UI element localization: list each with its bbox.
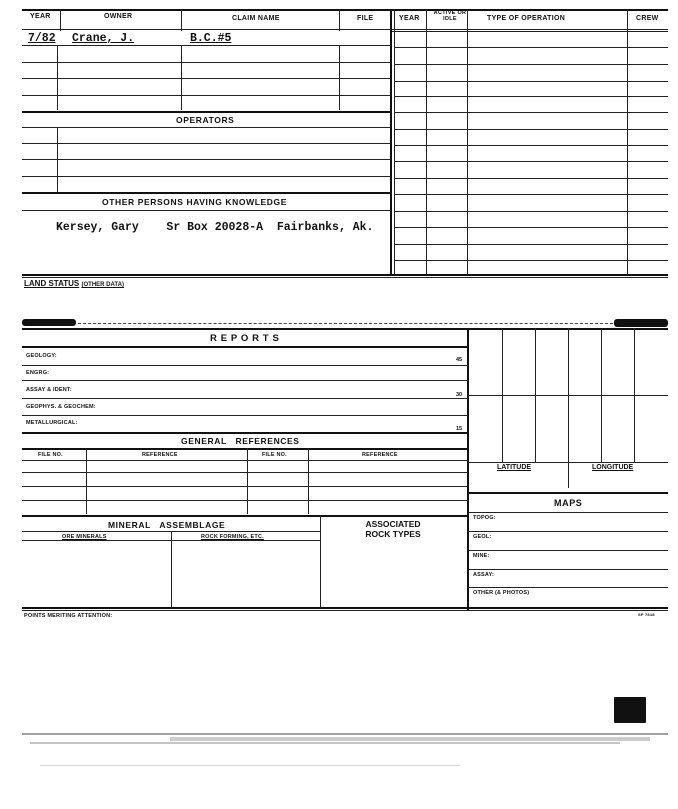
header-claim-name: CLAIM NAME xyxy=(232,15,280,22)
ore-minerals-label: ORE MINERALS xyxy=(62,534,107,540)
report-engrg: ENGRG: xyxy=(26,370,50,376)
report-engrg-num: 45 xyxy=(456,357,463,363)
header-active-idle: ACTIVE OR IDLE xyxy=(433,10,467,22)
maps-title: MAPS xyxy=(554,498,583,508)
entry-year: 7/82 xyxy=(28,32,56,45)
ref-header-reference-1: REFERENCE xyxy=(142,452,178,458)
land-status-label xyxy=(24,279,124,288)
maps-mine: MINE: xyxy=(473,553,490,559)
maps-other: OTHER (& PHOTOS) xyxy=(473,590,530,596)
header-year: YEAR xyxy=(30,13,51,20)
latitude-label: LATITUDE xyxy=(497,464,532,471)
ref-header-file-no-2: FILE NO. xyxy=(262,452,287,458)
ref-header-reference-2: REFERENCE xyxy=(362,452,398,458)
longitude-label: LONGITUDE xyxy=(592,464,634,471)
header-crew: CREW xyxy=(636,15,659,22)
other-persons-title: OTHER PERSONS HAVING KNOWLEDGE xyxy=(102,197,288,207)
report-geology: GEOLOGY: xyxy=(26,353,57,359)
operators-title: OPERATORS xyxy=(176,115,235,125)
points-meriting-attention: POINTS MERITING ATTENTION: xyxy=(24,613,113,619)
maps-topog: TOPOG: xyxy=(473,515,496,521)
entry-owner: Crane, J. xyxy=(72,32,135,45)
mineral-assemblage-title: MINERAL ASSEMBLAGE xyxy=(108,520,226,530)
ref-header-file-no-1: FILE NO. xyxy=(38,452,63,458)
land-status-sub: (OTHER DATA) xyxy=(81,282,124,288)
entry-claim-name: B.C.#5 xyxy=(190,32,232,45)
maps-geol: GEOL: xyxy=(473,534,492,540)
header-type-of-operation: TYPE OF OPERATION xyxy=(487,15,566,22)
report-geophys: GEOPHYS. & GEOCHEM: xyxy=(26,404,96,410)
header-file: FILE xyxy=(357,15,374,22)
associated-line-2: ROCK TYPES xyxy=(365,529,421,539)
form-code: SP 7818 xyxy=(638,612,655,617)
general-references-title: GENERAL REFERENCES xyxy=(181,436,300,446)
report-geophys-num: 30 xyxy=(456,392,463,398)
report-metallurgical-num: 15 xyxy=(456,426,463,432)
associated-rock-types xyxy=(330,519,456,539)
header-year-2: YEAR xyxy=(399,15,420,22)
report-metallurgical: METALLURGICAL: xyxy=(26,420,78,426)
rock-forming-label: ROCK FORMING, ETC. xyxy=(201,534,264,540)
header-owner: OWNER xyxy=(104,13,133,20)
other-persons-entry: Kersey, Gary Sr Box 20028-A Fairbanks, Ak. xyxy=(56,221,374,234)
reports-title: R E P O R T S xyxy=(210,333,280,344)
maps-assay: ASSAY: xyxy=(473,572,495,578)
land-status-title: LAND STATUS xyxy=(24,279,80,288)
report-assay: ASSAY & IDENT: xyxy=(26,387,72,393)
associated-line-1: ASSOCIATED xyxy=(365,519,421,529)
